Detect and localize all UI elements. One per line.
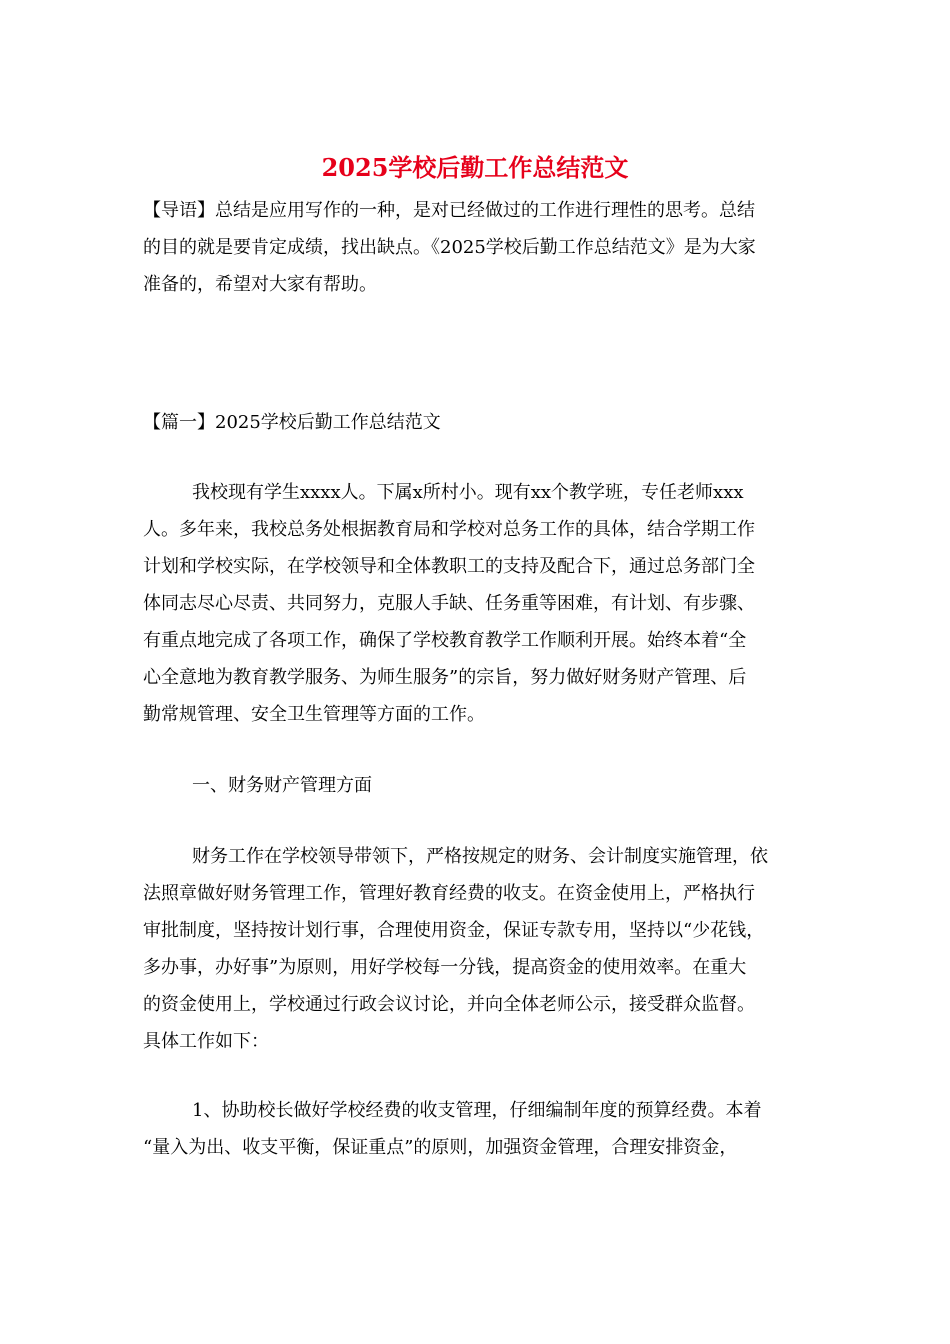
paragraph-line: 的资金使用上，学校通过行政会议讨论，并向全体老师公示，接受群众监督。 [143, 994, 755, 1015]
intro-line: 的目的就是要肯定成绩，找出缺点。《2025学校后勤工作总结范文》是为大家 [143, 237, 756, 258]
paragraph-1 [143, 474, 807, 733]
paragraph-line: 1、协助校长做好学校经费的收支管理，仔细编制年度的预算经费。本着 [192, 1100, 762, 1121]
intro-paragraph [143, 192, 807, 303]
paragraph-3 [143, 1092, 807, 1166]
intro-line: 【导语】总结是应用写作的一种，是对已经做过的工作进行理性的思考。总结 [143, 200, 755, 221]
paragraph-line: 我校现有学生xxxx人。下属x所村小。现有xx个教学班，专任老师xxx [192, 482, 744, 503]
heading-1 [143, 767, 807, 804]
paragraph-line: 法照章做好财务管理工作，管理好教育经费的收支。在资金使用上，严格执行 [143, 883, 755, 904]
paragraph-line: 具体工作如下： [143, 1031, 269, 1052]
paragraph-2 [143, 838, 807, 1060]
paragraph-line: 多办事，办好事”为原则，用好学校每一分钱，提高资金的使用效率。在重大 [143, 957, 747, 978]
paragraph-line: 体同志尽心尽责、共同努力，克服人手缺、任务重等困难，有计划、有步骤、 [143, 593, 755, 614]
paragraph-line: 心全意地为教育教学服务、为师生服务”的宗旨，努力做好财务财产管理、后 [143, 667, 747, 688]
paragraph-line: 有重点地完成了各项工作，确保了学校教育教学工作顺利开展。始终本着“全 [143, 630, 747, 651]
paragraph-line: “量入为出、收支平衡，保证重点”的原则，加强资金管理，合理安排资金， [143, 1137, 738, 1158]
paragraph-line: 财务工作在学校领导带领下，严格按规定的财务、会计制度实施管理，依 [192, 846, 768, 867]
paragraph-line: 人。多年来，我校总务处根据教育局和学校对总务工作的具体，结合学期工作 [143, 519, 755, 540]
paragraph-line: 计划和学校实际，在学校领导和全体教职工的支持及配合下，通过总务部门全 [143, 556, 755, 577]
heading-text: 一、财务财产管理方面 [192, 775, 372, 796]
document-title: 2025学校后勤工作总结范文 [321, 153, 629, 182]
intro-line: 准备的，希望对大家有帮助。 [143, 274, 377, 295]
section-title-text: 【篇一】2025学校后勤工作总结范文 [143, 412, 441, 433]
paragraph-line: 审批制度，坚持按计划行事，合理使用资金，保证专款专用，坚持以“少花钱， [143, 920, 765, 941]
section-title [143, 404, 807, 441]
paragraph-line: 勤常规管理、安全卫生管理等方面的工作。 [143, 704, 485, 725]
